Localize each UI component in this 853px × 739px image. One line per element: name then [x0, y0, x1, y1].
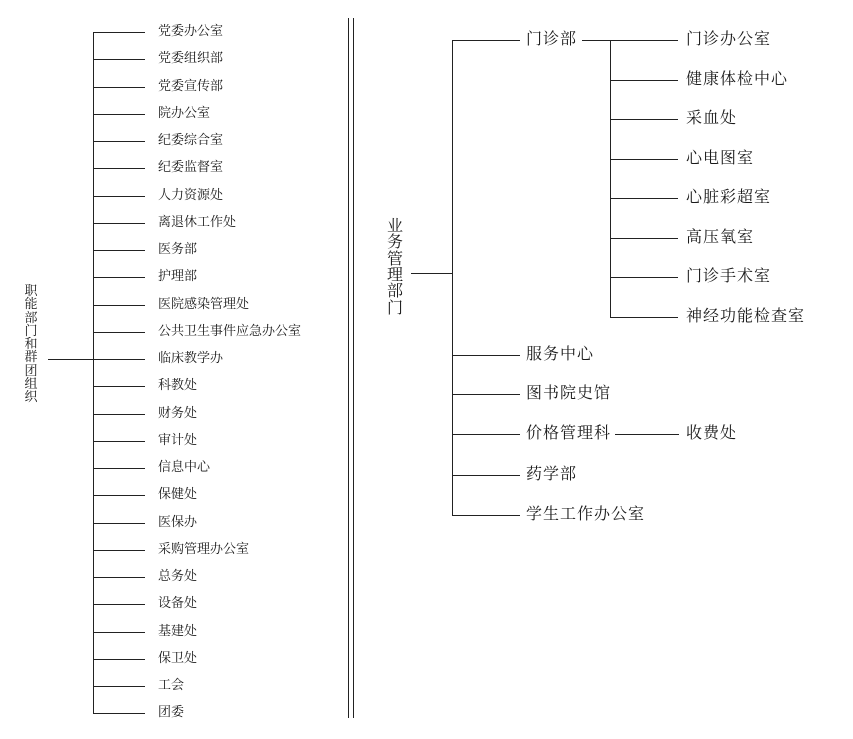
- sub-node-label: 采血处: [686, 108, 738, 127]
- left-connector: [93, 577, 145, 578]
- sub-node-connector: [610, 198, 678, 199]
- left-connector: [93, 686, 145, 687]
- branch-label: 门诊部: [526, 29, 578, 48]
- left-connector: [93, 168, 145, 169]
- left-root-connector: [48, 359, 93, 360]
- left-connector: [93, 468, 145, 469]
- branch-connector: [452, 475, 520, 476]
- left-connector: [93, 523, 145, 524]
- left-node-label: 保卫处: [158, 651, 198, 666]
- left-node-label: 纪委监督室: [158, 160, 224, 175]
- left-connector: [93, 441, 145, 442]
- right-spine: [452, 40, 453, 516]
- left-connector: [93, 196, 145, 197]
- sub-node-connector: [610, 159, 678, 160]
- sub-node-label: 高压氧室: [686, 227, 755, 246]
- left-node-label: 审计处: [158, 433, 198, 448]
- left-connector: [93, 223, 145, 224]
- left-node-label: 信息中心: [158, 460, 211, 475]
- left-connector: [93, 250, 145, 251]
- left-connector: [93, 659, 145, 660]
- left-connector: [93, 632, 145, 633]
- branch-connector: [452, 515, 520, 516]
- left-connector: [93, 32, 145, 33]
- left-connector: [93, 713, 145, 714]
- sub-connector: [582, 40, 610, 41]
- left-connector: [93, 114, 145, 115]
- left-node-label: 院办公室: [158, 106, 211, 121]
- left-connector: [93, 332, 145, 333]
- left-connector: [93, 495, 145, 496]
- branch-label: 服务中心: [526, 344, 595, 363]
- sub-node-connector: [610, 277, 678, 278]
- left-connector: [93, 604, 145, 605]
- branch-label: 药学部: [526, 464, 578, 483]
- sub-node-label: 门诊手术室: [686, 266, 772, 285]
- sub-node-label: 心电图室: [686, 148, 755, 167]
- left-node-label: 纪委综合室: [158, 133, 224, 148]
- left-connector: [93, 87, 145, 88]
- left-node-label: 护理部: [158, 269, 198, 284]
- left-node-label: 党委办公室: [158, 24, 224, 39]
- branch-label: 价格管理科: [526, 423, 612, 442]
- left-connector: [93, 59, 145, 60]
- left-node-label: 医务部: [158, 242, 198, 257]
- branch-label: 图书院史馆: [526, 383, 612, 402]
- sub-node-connector: [610, 119, 678, 120]
- left-node-label: 人力资源处: [158, 188, 224, 203]
- left-node-label: 工会: [158, 678, 185, 693]
- left-node-label: 科教处: [158, 378, 198, 393]
- right-root-connector: [411, 273, 452, 274]
- left-node-label: 离退休工作处: [158, 215, 237, 230]
- left-node-label: 设备处: [158, 596, 198, 611]
- branch-connector: [452, 355, 520, 356]
- left-node-label: 基建处: [158, 624, 198, 639]
- sub-connector: [615, 434, 679, 435]
- branch-label: 学生工作办公室: [526, 504, 646, 523]
- left-node-label: 保健处: [158, 487, 198, 502]
- left-spine: [93, 32, 94, 714]
- left-connector: [93, 550, 145, 551]
- left-connector: [93, 386, 145, 387]
- divider-line-1: [348, 18, 349, 718]
- divider-line-2: [353, 18, 354, 718]
- left-connector: [93, 277, 145, 278]
- branch-connector: [452, 40, 520, 41]
- sub-node-label: 门诊办公室: [686, 29, 772, 48]
- branch-connector: [452, 434, 520, 435]
- left-node-label: 团委: [158, 705, 185, 720]
- sub-node-connector: [610, 317, 678, 318]
- left-node-label: 医保办: [158, 515, 198, 530]
- sub-node-label: 心脏彩超室: [686, 187, 772, 206]
- left-node-label: 临床教学办: [158, 351, 224, 366]
- sub-node-label: 收费处: [686, 423, 738, 442]
- sub-node-label: 健康体检中心: [686, 69, 789, 88]
- left-connector: [93, 414, 145, 415]
- left-node-label: 公共卫生事件应急办公室: [158, 324, 302, 339]
- sub-node-label: 神经功能检查室: [686, 306, 806, 325]
- left-node-label: 采购管理办公室: [158, 542, 250, 557]
- left-root-label: 职 能 部 门 和 群 团 组 织: [24, 284, 38, 405]
- left-connector: [93, 359, 145, 360]
- left-node-label: 总务处: [158, 569, 198, 584]
- left-node-label: 医院感染管理处: [158, 297, 250, 312]
- sub-node-connector: [610, 238, 678, 239]
- left-node-label: 财务处: [158, 406, 198, 421]
- branch-connector: [452, 394, 520, 395]
- left-node-label: 党委组织部: [158, 51, 224, 66]
- left-node-label: 党委宣传部: [158, 79, 224, 94]
- left-connector: [93, 141, 145, 142]
- sub-node-connector: [610, 40, 678, 41]
- right-root-label: 业 务 管 理 部 门: [386, 216, 403, 317]
- sub-node-connector: [610, 80, 678, 81]
- left-connector: [93, 305, 145, 306]
